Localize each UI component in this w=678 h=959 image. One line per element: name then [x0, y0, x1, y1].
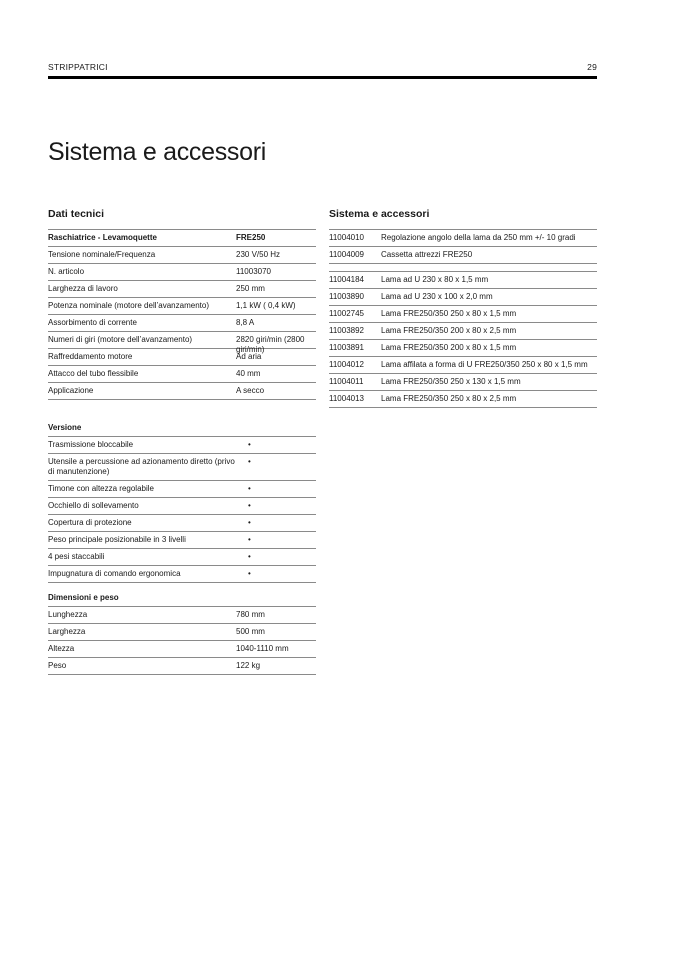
- table-row: [48, 229, 316, 247]
- row-label: Peso principale posizionabile in 3 livelli: [48, 535, 186, 544]
- table-row: [48, 498, 316, 515]
- table-row: [48, 298, 316, 315]
- versione-heading: Versione: [48, 423, 82, 432]
- row-label: Impugnatura di comando ergonomica: [48, 569, 181, 578]
- table-row: [329, 391, 597, 408]
- row-value: A secco: [236, 386, 265, 395]
- row-label: N. articolo: [48, 267, 85, 276]
- dimensioni-heading: Dimensioni e peso: [48, 593, 119, 602]
- row-value: 1040-1110 mm: [236, 644, 289, 653]
- row-label: Occhiello di sollevamento: [48, 501, 139, 510]
- table-row: [48, 515, 316, 532]
- row-value: Lama affilata a forma di U FRE250/350 250 x 80 x 1,5 mm: [381, 360, 588, 369]
- row-label: Numeri di giri (motore dell’avanzamento): [48, 335, 193, 344]
- row-label: 11003891: [329, 343, 364, 352]
- header-rule: [48, 76, 597, 79]
- table-row: [48, 624, 316, 641]
- row-value: 780 mm: [236, 610, 265, 619]
- row-label: 4 pesi staccabili: [48, 552, 105, 561]
- row-label: Attacco del tubo flessibile: [48, 369, 139, 378]
- table-row: [329, 247, 597, 264]
- row-label: Assorbimento di corrente: [48, 318, 137, 327]
- dati-tecnici-table: [48, 229, 316, 400]
- row-label: 11004010: [329, 233, 364, 242]
- row-value: Lama FRE250/350 200 x 80 x 1,5 mm: [381, 343, 517, 352]
- accessori-table: [329, 229, 597, 408]
- row-value: •: [248, 440, 251, 449]
- row-label: 11003892: [329, 326, 364, 335]
- row-value: •: [248, 457, 251, 466]
- row-value: 230 V/50 Hz: [236, 250, 281, 259]
- dati-tecnici-heading: Dati tecnici: [48, 208, 105, 220]
- table-row: [48, 383, 316, 400]
- row-value: Lama FRE250/350 250 x 130 x 1,5 mm: [381, 377, 521, 386]
- row-value: 500 mm: [236, 627, 265, 636]
- row-label: Altezza: [48, 644, 75, 653]
- group-separator: [329, 264, 597, 272]
- row-value: Lama ad U 230 x 80 x 1,5 mm: [381, 275, 489, 284]
- row-label: Peso: [48, 661, 67, 670]
- table-row: [48, 658, 316, 675]
- row-label: Raffreddamento motore: [48, 352, 133, 361]
- row-label: Lunghezza: [48, 610, 88, 619]
- row-value: 2820 giri/min (2800 giri/min): [236, 335, 305, 354]
- table-row: [48, 366, 316, 383]
- row-label: 11004184: [329, 275, 364, 284]
- table-row: [329, 306, 597, 323]
- table-row: [329, 229, 597, 247]
- row-value: •: [248, 569, 251, 578]
- table-row: [48, 532, 316, 549]
- table-row: [48, 436, 316, 454]
- row-value: 11003070: [236, 267, 271, 276]
- row-label: Utensile a percussione ad azionamento diretto (privo di manutenzione): [48, 457, 235, 476]
- row-value: 122 kg: [236, 661, 261, 670]
- row-value: Regolazione angolo della lama da 250 mm +/- 10 gradi: [381, 233, 576, 242]
- table-row: [48, 332, 316, 354]
- table-row: [48, 264, 316, 281]
- row-label: 11004013: [329, 394, 364, 403]
- row-value: •: [248, 501, 251, 510]
- table-row: [329, 272, 597, 289]
- table-row: [48, 281, 316, 298]
- row-value: Lama FRE250/350 250 x 80 x 1,5 mm: [381, 309, 517, 318]
- row-value: FRE250: [236, 233, 266, 242]
- row-value: 250 mm: [236, 284, 265, 293]
- row-value: 1,1 kW ( 0,4 kW): [236, 301, 296, 310]
- row-value: Lama FRE250/350 200 x 80 x 2,5 mm: [381, 326, 517, 335]
- accessori-heading: Sistema e accessori: [329, 208, 430, 220]
- row-label: Tensione nominale/Frequenza: [48, 250, 156, 259]
- row-label: Applicazione: [48, 386, 94, 395]
- row-value: 40 mm: [236, 369, 261, 378]
- table-row: [329, 357, 597, 374]
- table-row: [48, 315, 316, 332]
- table-row: [329, 289, 597, 306]
- row-value: 8,8 A: [236, 318, 255, 327]
- row-label: 11003890: [329, 292, 364, 301]
- row-label: Trasmissione bloccabile: [48, 440, 134, 449]
- row-value: •: [248, 535, 251, 544]
- row-label: Larghezza di lavoro: [48, 284, 118, 293]
- row-value: Cassetta attrezzi FRE250: [381, 250, 473, 259]
- dimensioni-table: [48, 606, 316, 675]
- row-label: Copertura di protezione: [48, 518, 132, 527]
- table-row: [48, 454, 316, 481]
- row-value: Lama FRE250/350 250 x 80 x 2,5 mm: [381, 394, 517, 403]
- row-label: 11004009: [329, 250, 364, 259]
- row-label: 11004011: [329, 377, 364, 386]
- table-row: [329, 323, 597, 340]
- table-row: [48, 606, 316, 624]
- versione-table: [48, 436, 316, 583]
- row-label: 11002745: [329, 309, 364, 318]
- header-section-label: STRIPPATRICI: [48, 62, 108, 72]
- table-row: [48, 566, 316, 583]
- table-row: [329, 340, 597, 357]
- table-row: [329, 374, 597, 391]
- row-label: 11004012: [329, 360, 364, 369]
- row-label: Potenza nominale (motore dell’avanzamento): [48, 301, 209, 310]
- row-value: •: [248, 518, 251, 527]
- row-value: Ad aria: [236, 352, 262, 361]
- row-value: Lama ad U 230 x 100 x 2,0 mm: [381, 292, 493, 301]
- row-label: Raschiatrice - Levamoquette: [48, 233, 157, 242]
- table-row: [48, 349, 316, 366]
- page-header: [48, 62, 597, 72]
- row-label: Timone con altezza regolabile: [48, 484, 154, 493]
- row-value: •: [248, 484, 251, 493]
- row-value: •: [248, 552, 251, 561]
- row-label: Larghezza: [48, 627, 86, 636]
- page-title: Sistema e accessori: [48, 138, 266, 166]
- table-row: [48, 549, 316, 566]
- table-row: [48, 247, 316, 264]
- table-row: [48, 481, 316, 498]
- page-number: 29: [587, 62, 597, 72]
- table-row: [48, 641, 316, 658]
